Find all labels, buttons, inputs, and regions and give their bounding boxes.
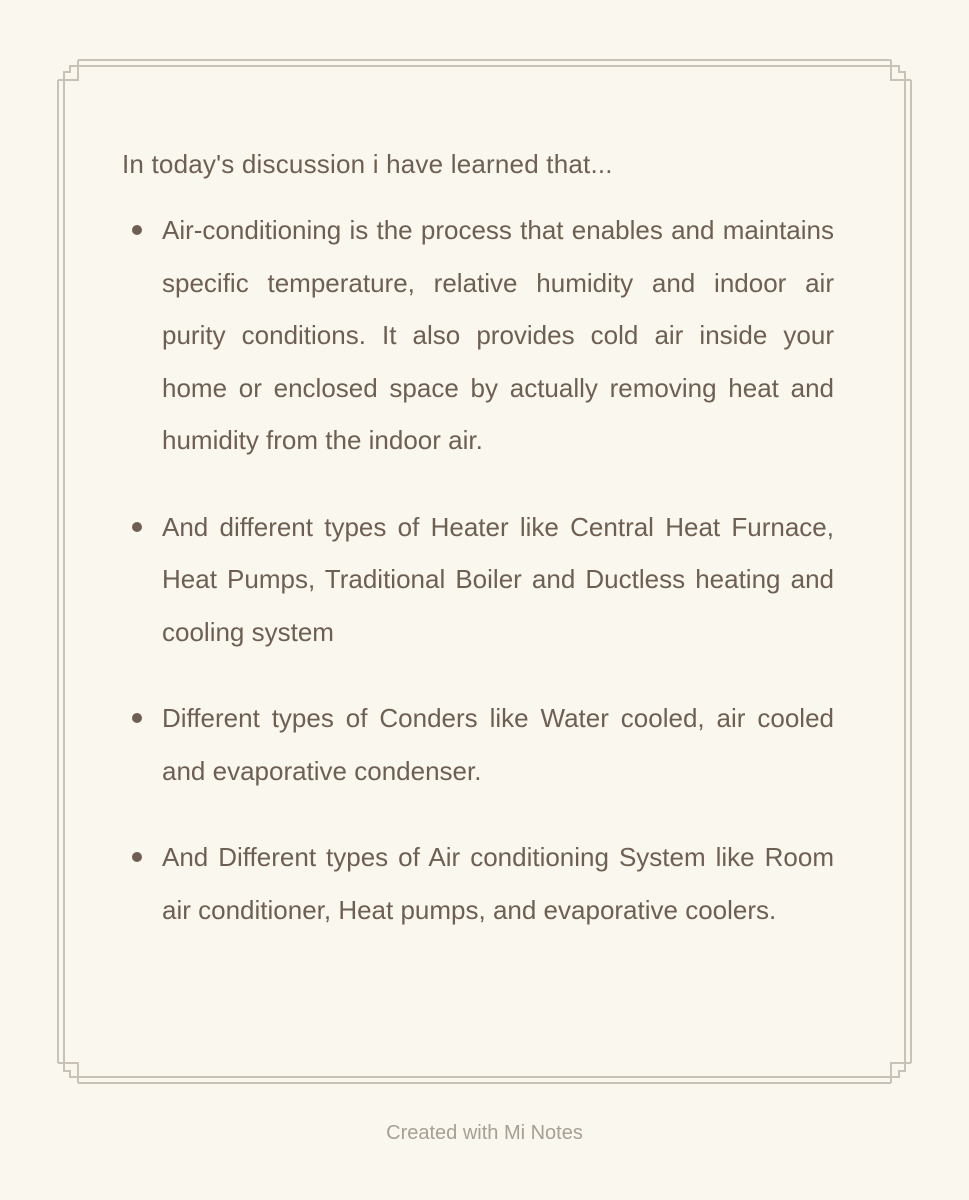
list-item-text: And different types of Heater like Central Heat Furnace, Heat Pumps, Traditional Boiler and Ductless heating and cooling system [162,511,834,647]
bullet-list [122,204,834,936]
bullet-icon [132,852,142,862]
note-intro: In today's discussion i have learned that... [122,149,613,179]
list-item [122,204,834,467]
list-item-text: And Different types of Air conditioning System like Room air conditioner, Heat pumps, and evaporative coolers. [162,842,834,925]
list-item [122,501,834,659]
bullet-icon [132,713,142,723]
list-item [122,692,834,797]
list-item-text: Air-conditioning is the process that enables and maintains specific temperature, relative humidity and indoor air purity conditions. It also provides cold air inside your home or enclosed space by actually removing heat and humidity from the indoor air. [162,215,834,455]
bullet-icon [132,225,142,235]
footer-credit: Created with Mi Notes [386,1122,583,1144]
list-item-text: Different types of Conders like Water cooled, air cooled and evaporative condenser. [162,703,834,786]
list-item [122,831,834,936]
bullet-icon [132,522,142,532]
note-content[interactable] [122,140,834,970]
